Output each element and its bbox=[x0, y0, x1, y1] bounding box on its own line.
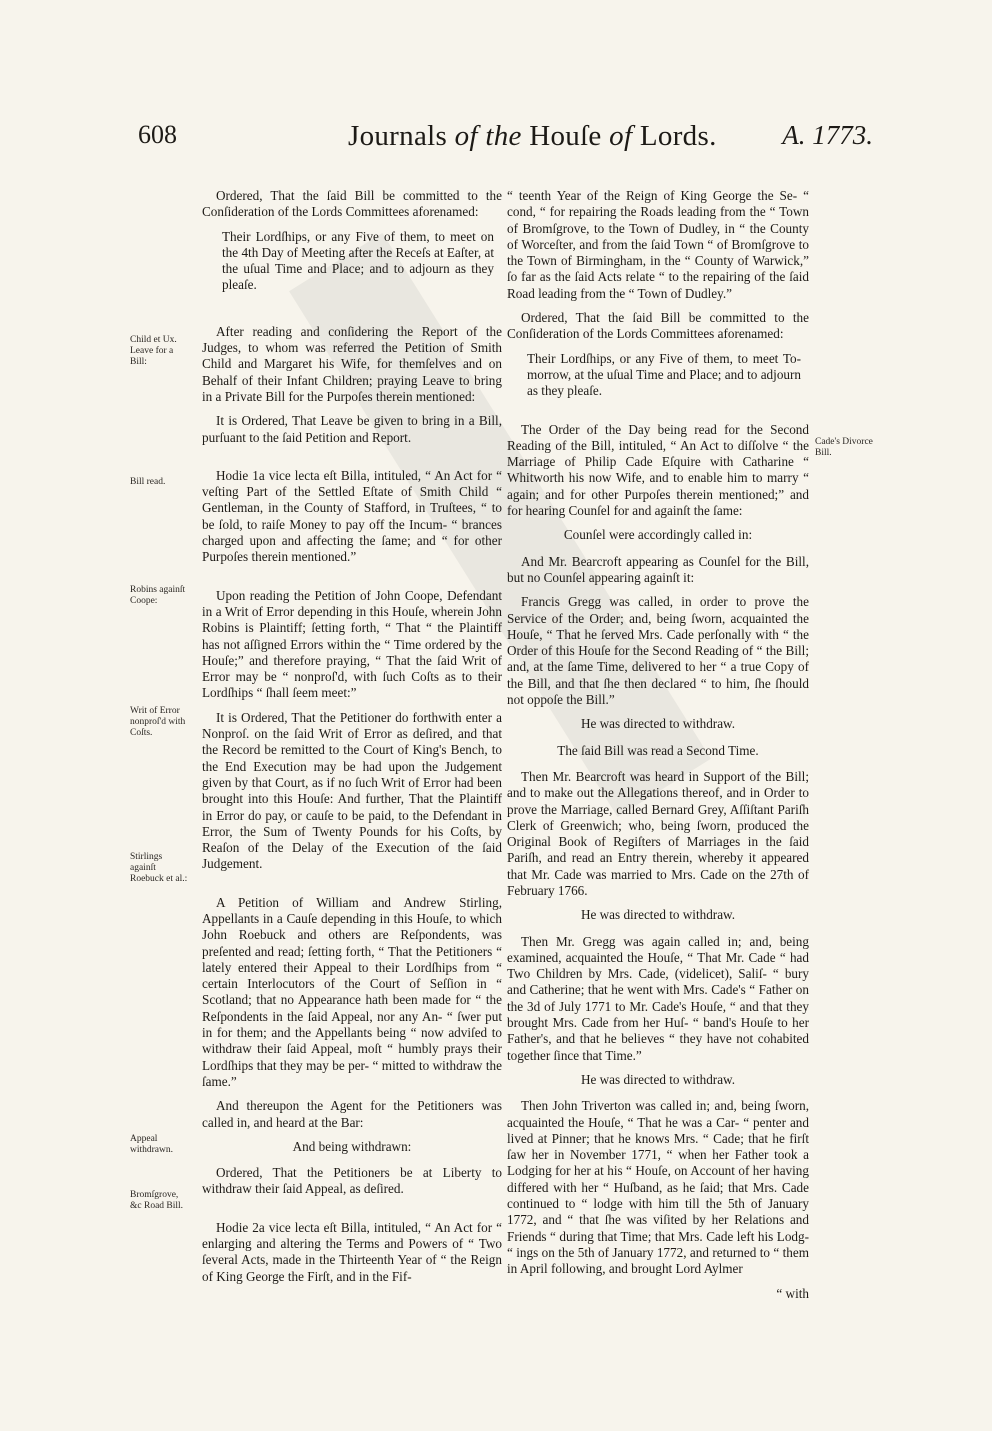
margin-note-writ: Writ of Error nonproſ'd with Coſts. bbox=[130, 706, 186, 738]
margin-note-cade: Cade's Divorce Bill. bbox=[815, 437, 873, 458]
right-para: And Mr. Bearcroft appearing as Counſel for the Bill, but no Counſel appearing againſt it: bbox=[507, 553, 809, 585]
margin-note-stirlings: Stirlings againſt Roebuck et al.: bbox=[130, 852, 188, 884]
right-para: He was directed to withdraw. bbox=[580, 907, 736, 923]
left-para: Ordered, That the ſaid Bill be committed to the Conſideration of the Lords Committees aforenamed: bbox=[202, 188, 502, 220]
title-journals: Journals bbox=[348, 120, 448, 152]
right-para: Then Mr. Gregg was again called in; and, being examined, acquainted the Houſe, “ That Mr. Cade “ had Two Children by Mrs. Cade, (videlicet), Saliſ- “ bury and Catherine; that he went with Mrs. Cade's “ Father on the 3d of July 1771 to Mr. Cade's Houſe, “ and that they brought Mrs. Cade from her Huſ- “ band's Houſe to her Father's, and that he believes “ they have not cohabited together ſince that Time.” bbox=[507, 933, 809, 1063]
title-of-the: of the bbox=[454, 120, 522, 152]
right-para: He was directed to withdraw. bbox=[580, 716, 736, 732]
right-para: The ſaid Bill was read a Second Time. bbox=[557, 742, 759, 758]
left-para: Ordered, That the Petitioners be at Liberty to withdraw their ſaid Appeal, as deſired. bbox=[202, 1165, 502, 1197]
title-of: of bbox=[609, 120, 633, 152]
right-para: Their Lordſhips, or any Five of them, to meet To-morrow, at the uſual Time and Place; and to adjourn as they pleaſe. bbox=[527, 350, 801, 399]
margin-note-robins: Robins againſt Coope: bbox=[130, 585, 186, 606]
right-para: Ordered, That the ſaid Bill be committed to the Conſideration of the Lords Committees aforenamed: bbox=[507, 310, 809, 342]
left-para: It is Ordered, That the Petitioner do forthwith enter a Nonproſ. on the ſaid Writ of Error as deſired, and that the Record be remitted to the Court of King's Bench, to the End Execution may be had upon the Judgement given by that Court, as if no ſuch Writ of Error had been brought into this Houſe: And further, That the Plaintiff in Error do pay, or cauſe to be paid, to the Defendant in Error, the Sum of Twenty Pounds for his Coſts, by Reaſon of the Delay of the Execution of the ſaid Judgement. bbox=[202, 709, 502, 872]
right-para: “ teenth Year of the Reign of King George the Se- “ cond, “ for repairing the Roads leading from the “ Town of Bromſgrove, to the Town of Dudley, in “ the County of Worceſter, and from the ſaid Town “ of Bromſgrove to the Town of Birmingham, in the “ County of Warwick,” ſo far as the ſaid Acts relate “ to the repairing of the ſaid Road leading from the “ Town of Dudley.” bbox=[507, 188, 809, 301]
left-para: Upon reading the Petition of John Coope, Defendant in a Writ of Error depending in this Houſe, wherein John Robins is Plaintiff; ſetting forth, “ That “ the Plaintiff has not aſſigned Errors within the “ Time ordered by the Houſe;” and therefore praying, “ That the ſaid Writ of Error may be “ nonproſ'd, with ſuch Coſts as to their Lordſhips “ ſhall ſeem meet:” bbox=[202, 587, 502, 701]
left-para: After reading and conſidering the Report of the Judges, to whom was referred the Petition of Smith Child and Margaret his Wife, for themſelves and on Behalf of their Infant Children; praying Leave to bring in a Private Bill for the Purpoſes therein mentioned: bbox=[202, 323, 502, 404]
page-header bbox=[138, 120, 873, 162]
title-house: Houſe bbox=[529, 120, 602, 152]
year: A. 1773. bbox=[782, 120, 873, 150]
margin-note-bromsgrove: Bromſgrove, &c Road Bill. bbox=[130, 1190, 184, 1211]
left-para: It is Ordered, That Leave be given to bring in a Bill, purſuant to the ſaid Petition and Report. bbox=[202, 413, 502, 445]
right-column bbox=[507, 188, 809, 1302]
left-para: Their Lordſhips, or any Five of them, to meet on the 4th Day of Meeting after the Receſs at Eaſter, at the uſual Time and Place; and to adjourn as they pleaſe. bbox=[222, 228, 494, 293]
catchword: “ with bbox=[776, 1285, 809, 1301]
margin-note-bill-read: Bill read. bbox=[130, 477, 166, 487]
right-para: Then Mr. Bearcroft was heard in Support of the Bill; and to make out the Allegations thereof, and in Order to prove the Marriage, called Bernard Grey, Aſſiſtant Pariſh Clerk of Greenwich; who, being ſworn, produced the Original Book of Regiſters of Marriages in the ſaid Pariſh, and read an Entry therein, whereby it appeared that Mr. Cade was married to Mrs. Cade on the 27th of February 1766. bbox=[507, 768, 809, 898]
right-para: Francis Gregg was called, in order to prove the Service of the Order; and, being ſworn, acquainted the Houſe, “ That he ſerved Mrs. Cade perſonally with “ the Order of this Houſe for the Second Reading of “ the Bill; and, at the ſame Time, delivered to her “ a true Copy of the Bill, and that ſhe then declared “ to him, ſhe ſhould not oppoſe the Bill.” bbox=[507, 594, 809, 708]
page-number: 608 bbox=[138, 120, 177, 149]
right-para: Then John Triverton was called in; and, being ſworn, acquainted the Houſe, “ That he was a Car- “ penter and lived at Pinner; that he knows Mrs. “ Cade; that he firſt ſaw her in November 1771, “ when her Father took a Lodging for her at his “ Houſe, on Account of her having differed with her “ Huſband, as he ſaid; that Mrs. Cade continued to “ lodge with him till the 5th of January 1772, and “ that ſhe was viſited by her Relations and Friends “ during that Time; that Mrs. Cade left his Lodg- “ ings on the 5th of January 1772, and returned to “ them in April following, and brought Lord Aylmer bbox=[507, 1098, 809, 1277]
margin-note-child: Child et Ux. Leave for a Bill: bbox=[130, 335, 177, 367]
left-para: Hodie 2a vice lecta eſt Billa, intituled, “ An Act for “ enlarging and altering the Terms and Powers of “ Two ſeveral Acts, made in the Thirteenth Year of “ the Reign of King George the Firſt, and in the Fif- bbox=[202, 1219, 502, 1284]
title-lords: Lords. bbox=[639, 120, 717, 152]
running-title bbox=[348, 120, 717, 153]
left-para: Hodie 1a vice lecta eſt Billa, intituled, “ An Act for “ veſting Part of the Settled Eſtate of Smith Child “ Gentleman, in the County of Stafford, in Truſtees, “ to be ſold, to raiſe Money to pay off the Incum- “ brances charged upon and affecting the ſame; and “ for other Purpoſes therein mentioned.” bbox=[202, 467, 502, 565]
right-para: He was directed to withdraw. bbox=[580, 1071, 736, 1087]
margin-note-appeal: Appeal withdrawn. bbox=[130, 1134, 174, 1155]
left-para: And thereupon the Agent for the Petitioners was called in, and heard at the Bar: bbox=[202, 1098, 502, 1130]
right-para: Counſel were accordingly called in: bbox=[563, 527, 753, 543]
left-para: And being withdrawn: bbox=[292, 1138, 412, 1154]
right-para: The Order of the Day being read for the Second Reading of the Bill, intituled, “ An Act to diſſolve “ the Marriage of Philip Cade Eſquire with Catharine “ Whitworth his now Wife, and to enable him to marry “ again; and for other Purpoſes therein mentioned;” and for hearing Counſel for and againſt the ſame: bbox=[507, 421, 809, 519]
left-column bbox=[202, 188, 502, 1293]
left-para: A Petition of William and Andrew Stirling, Appellants in a Cauſe depending in this Houſe, to which John Roebuck and others are Reſpondents, was preſented and read; ſetting forth, “ That the Petitioners “ lately entered their Appeal to their Lordſhips from “ certain Interlocutors of the Court of Seſſion in “ Scotland; that no Appearance hath been made for “ the Reſpondents in the ſaid Appeal, nor any An- “ ſwer put in for them; and the Appellants being “ now adviſed to withdraw their ſaid Appeal, moſt “ humbly prays their Lordſhips that they may be per- “ mitted to withdraw the ſame.” bbox=[202, 894, 502, 1089]
